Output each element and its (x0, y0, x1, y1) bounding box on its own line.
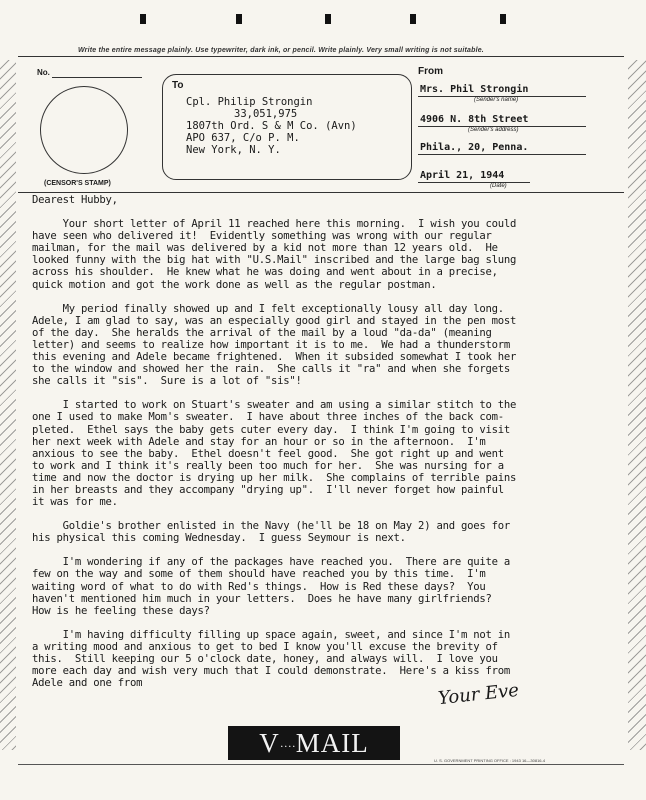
printing-office-footer: U. S. GOVERNMENT PRINTING OFFICE : 1943 16—30816-4 (434, 758, 546, 763)
date-label: (Date) (490, 183, 507, 189)
paragraph: Goldie's brother enlisted in the Navy (he'll be 18 on May 2) and goes for his physical this coming Wednesday. I guess Seymour is next. (32, 520, 510, 545)
sender-address: 4906 N. 8th Street (420, 114, 529, 125)
salutation: Dearest Hubby, (32, 194, 118, 206)
censor-stamp-label: (CENSOR'S STAMP) (44, 180, 111, 187)
recipient-name: Cpl. Philip Strongin (186, 96, 313, 108)
letter-date: April 21, 1944 (420, 170, 505, 181)
paragraph: I'm having difficulty filling up space again, sweet, and since I'm not in a writing mood and anxious to get to bed I know you'll excuse the brevity of this. Still keeping our 5 o'clock date, honey, and always will. I love you more each day and wish very much that I could demonstrate. Here's a kiss from Adele and one from (32, 628, 510, 690)
number-line (52, 77, 142, 78)
form-instructions: Write the entire message plainly. Use typewriter, dark ink, or pencil. Write plainly. Very small writing is not suitable. (78, 47, 484, 54)
registration-mark (325, 14, 331, 24)
to-label: To (172, 80, 184, 91)
recipient-unit: 1807th Ord. S & M Co. (Avn) (186, 120, 357, 132)
vmail-logo (228, 726, 400, 760)
vmail-logo-dots: ···· (279, 738, 296, 753)
body-divider (18, 192, 624, 193)
sender-city-line (418, 154, 586, 155)
registration-mark (500, 14, 506, 24)
date-line (418, 182, 530, 183)
sender-name-label: (Sender's name) (474, 97, 519, 103)
recipient-address (186, 96, 357, 156)
vmail-logo-v: V (259, 728, 280, 758)
registration-mark (236, 14, 242, 24)
paragraph: I'm wondering if any of the packages have reached you. There are quite a few on the way and some of them should have reached you by this time. I'm waiting word of what to do with Red's things. How is Red these days? You haven't mentioned him much in your letters. Does he have many girlfriends? How is he feeling these days? (32, 556, 510, 617)
number-label: No. (37, 68, 50, 77)
sender-address-label: (Sender's address) (468, 127, 519, 133)
paragraph: Your short letter of April 11 reached here this morning. I wish you could have seen who delivered it! Evidently something was wrong with our regular mailman, for the mail was delivered by a kid not more than 12 years old. He looked funny with the big hat with "U.S.Mail" inscribed and the large bag slung across his shoulder. He knew what he was doing and went about in a precise, quick motion and got the work done as well as the regular postman. (32, 218, 517, 291)
censor-stamp-circle (40, 86, 128, 174)
paragraph: My period finally showed up and I felt exceptionally lousy all day long. Adele, I am glad to say, was an especially good girl and stayed in the pen most of the day. She heralds the arrival of the mail by a loud "da-da" (meaning letter) and seems to realize how important it is to me. We had a thunderstorm this evening and Adele became frightened. When it subsided somewhat I took her to the window and showed her the rain. She calls it "ra" and when she forgets she calls it "sis". Sure is a lot of "sis"! (32, 302, 517, 388)
left-hatch-border (0, 60, 16, 750)
right-hatch-border (628, 60, 646, 750)
registration-mark (410, 14, 416, 24)
registration-mark (140, 14, 146, 24)
footer-rule (18, 764, 624, 765)
paragraph: I started to work on Stuart's sweater and am using a similar stitch to the one I used to make Mom's sweater. I have about three inches of the back com- pleted. Ethel says the baby gets cuter every day. I think I'm going to visit her next week with Adele and stay for an hour or so in the afternoon. I'm anxious to see the baby. Ethel doesn't feel good. She got right up and went to work and I think it's really been too much for her. She was nursing for a time and now the doctor is drying up her milk. She complains of terrible pains in her breasts and they accompany "drying up". I'll never forget how painful it was for me. (32, 399, 517, 509)
vmail-logo-mail: MAIL (295, 728, 369, 758)
header-rule (18, 56, 624, 57)
sender-city: Phila., 20, Penna. (420, 142, 529, 153)
letter-body (32, 194, 592, 689)
recipient-city: New York, N. Y. (186, 144, 281, 156)
from-label: From (418, 66, 443, 77)
recipient-serial: 33,051,975 (234, 108, 298, 120)
sender-name: Mrs. Phil Strongin (420, 84, 529, 95)
recipient-apo: APO 637, C/o P. M. (186, 132, 300, 144)
signature: Your Eve (437, 679, 520, 710)
